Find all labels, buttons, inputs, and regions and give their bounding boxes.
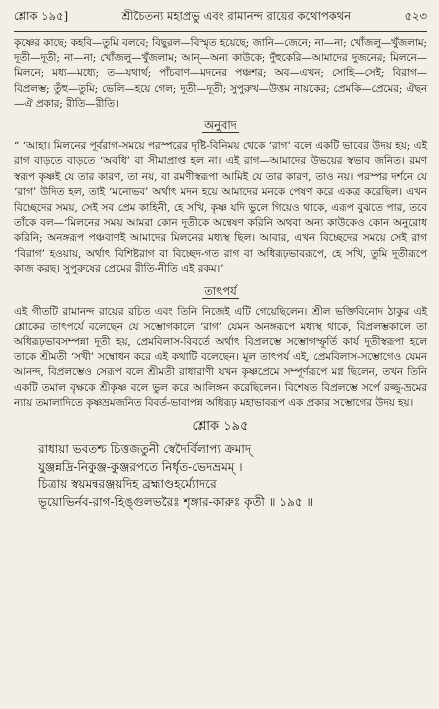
page-header bbox=[14, 8, 427, 32]
verse-line: রাধায়া ভবতশ্চ চিত্তজতুনী স্বেদৈর্বিলাপ্য ক্রমাদ্ bbox=[38, 442, 252, 457]
verse-line: ভূয়োভির্নব-রাগ-হিঙ্গুলভরৈঃ শৃঙ্গার-কারুঃ কৃতী ॥ ১৯৫ ॥ bbox=[38, 494, 314, 509]
page-number: ৫২৩ bbox=[404, 9, 427, 23]
verse-line: চিত্রায় স্বয়মন্বরঞ্জয়দিহ ব্রহ্মাণ্ডহর্ম্যোদরে bbox=[38, 477, 217, 492]
chapter-verse-ref: শ্লোক ১৯৫] bbox=[14, 9, 69, 23]
translation-text: “ ‘আহা। মিলনের পূর্বরাগ-সময়ে পরস্পরের দৃষ্টি-বিনিময় থেকে ‘রাগ’ বলে একটি ভাবের উদয় হয়; এই রাগ বাড়তে বাড়তে ‘অবধি’ বা সীমাপ্রাপ্ত হল না। এই রাগ—আমাদের উভয়ের স্বভাব জনিত। রমণ স্বরূপ কৃষ্ণই যে তার কারণ, তা নয়, বা রমণীস্বরূপা আমিই যে তার কারণ, তাও নয়। পরস্পর দর্শনে যে ‘রাগ’ উদিত হল, তাই ‘মনোভব’ অর্থাৎ মদন হয়ে আমাদের মনকে পেষণ করে একত্র করেছিল। এখন বিচ্ছেদের সময়, সেই সব প্রেম কাহিনী, হে সখি, কৃষ্ণ যদি ভুলে গিয়েও থাকে, এরূপ বুঝতে পার, তবে তাঁকে বল—‘মিলনের সময় আমরা কোন দূতীকে অন্বেষণ করিনি অথবা অন্য কাউকেও কোন অনুরোধ করিনি; অনঙ্গরূপ পঞ্চবাণই আমাদের মিলনের মধ্যস্থ ছিল। আবার, এখন বিচ্ছেদের সময়ে সেই রাগ ‘বিরাগ’ হওয়ায়, অর্থাৎ বিশিষ্টরাগ বা বিচ্ছেদ-গত রাগ বা অধিরূঢ়ভাবরূপে, হে সখি, তুমি দূতীরূপে কাজ করছ। সুপুরুষের প্রেমের রীতি-নীতি এই রকম।’ bbox=[14, 140, 427, 276]
verse-block bbox=[14, 441, 427, 511]
purport-text: এই গীতটি রামানন্দ রায়ের রচিত এবং তিনি নিজেই এটি গেয়েছিলেন। শ্রীল ভক্তিবিনোদ ঠাকুর এই শ্লোকের তাৎপর্যে বলেছেন যে সম্ভোগকালে ‘রাগ’ যেমন অনঙ্গরূপে মধ্যস্থ থাকে, বিপ্রলম্ভকালে তা অধিরূঢ়ভাবসম্পন্না দূতী হয়, প্রেমবিলাস-বিবর্তে অর্থাৎ বিপ্রলম্ভে সম্ভোগস্ফূর্তি কাৰ্য দূতীস্বরূপা হলে তাকে শ্রীমতী ‘সখী’ সম্বোধন করে এই কথাটি বলেছেন। মূল তাৎপর্য এই, প্রেমবিলাস-সম্ভোগেও যেমন আনন্দ, বিপ্রলম্ভেও সেরূপ বলে শ্রীমতী রাধারাণী যখন কৃষ্ণপ্রেমে সম্পূর্ণরূপে মগ্ন ছিলেন, তখন তিনি একটি তমাল বৃক্ষকে শ্রীকৃষ্ণ বলে ভুল করে আলিঙ্গন করেছিলেন। বিশেষত বিপ্রলম্ভে সর্পে রজ্জু-ভ্রমের ন্যায় তমালাদিতে কৃষ্ণভ্রমজনিত বিবর্ত-ভাবাপন্ন অধিরূঢ় মহাভাবরূপ এক প্রকার সম্ভোগের উদয় হয়। bbox=[14, 305, 427, 409]
translation-heading: অনুবাদ bbox=[204, 118, 237, 133]
word-gloss: কৃষ্ণের কাছে; কহবি—তুমি বলবে; বিছুরল—বিস্মৃত হয়েছে; জানি—জেনে; না—না; খোঁজলু—খুঁজলাম; দূতী—দূতী; না—না; খোঁজলু—খুঁজলাম; আন্—অন্য কাউকে; দুঁহুকেরি—আমাদের দুজনের; মিলনে—মিলনে; মধ্য—মধ্যে; ত—যথার্থ; পাঁচবাণ—মদনের পঞ্চশর; অব—এখন; সোহি—সেই; বিরাগ—বিপ্রলম্ভ; তুঁহু—তুমি; ভেলি—হয়ে গেল; দূতী—দূতী; সুপুরুখ—উত্তম নায়কের; প্রেমকি—প্রেমের; ঐছন—ঐ প্রকার; রীতি—রীতি। bbox=[14, 37, 427, 110]
verse-title: শ্লোক ১৯৫ bbox=[192, 419, 249, 435]
document-page bbox=[14, 8, 427, 511]
verse-line: যুঞ্জন্নদ্রি-নিকুঞ্জ-কুঞ্জরপতে নির্ধৃত-ভেদভ্রমম্ । bbox=[38, 459, 243, 474]
purport-heading: তাৎপর্য bbox=[204, 283, 237, 298]
running-title: শ্রীচৈতন্য মহাপ্রভু এবং রামানন্দ রায়ের কথোপকথন bbox=[121, 9, 352, 23]
